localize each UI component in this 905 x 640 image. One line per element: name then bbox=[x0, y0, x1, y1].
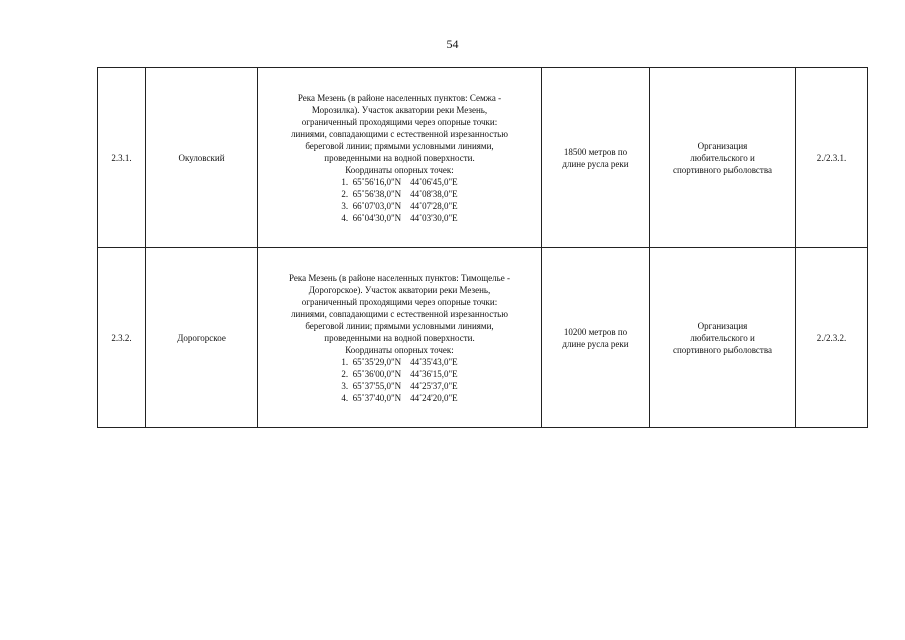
purpose-line: спортивного рыболовства bbox=[673, 164, 772, 175]
area-name: Окуловский bbox=[146, 68, 258, 248]
description-line: Река Мезень (в районе населенных пунктов: Семжа - bbox=[297, 92, 502, 103]
description-line: Дорогорское). Участок акватории реки Мезень, bbox=[308, 284, 491, 295]
area-length bbox=[542, 68, 650, 248]
area-description bbox=[258, 248, 542, 428]
length-line: длине русла реки bbox=[562, 338, 629, 349]
purpose-line: любительского и bbox=[690, 152, 755, 163]
coordinate-point: 4. 66˚04'30,0"N 44˚03'30,0"E bbox=[341, 212, 458, 223]
description-line: ограниченный проходящими через опорные точки: bbox=[301, 116, 498, 127]
length-line: длине русла реки bbox=[562, 158, 629, 169]
coordinate-point: 4. 65˚37'40,0"N 44˚24'20,0"E bbox=[341, 392, 458, 403]
description-line: береговой линии; прямыми условными линиями, bbox=[305, 320, 494, 331]
coordinate-point: 3. 65˚37'55,0"N 44˚25'37,0"E bbox=[341, 380, 458, 391]
area-reference: 2./2.3.2. bbox=[796, 248, 868, 428]
description-line: береговой линии; прямыми условными линиями, bbox=[305, 140, 494, 151]
coordinates-heading: Координаты опорных точек: bbox=[345, 164, 454, 175]
page-number: 54 bbox=[446, 37, 459, 51]
description-line: проведенными на водной поверхности. bbox=[324, 152, 475, 163]
coordinate-point: 2. 65˚36'00,0"N 44˚36'15,0"E bbox=[341, 368, 458, 379]
description-line: Река Мезень (в районе населенных пунктов: Тимощелье - bbox=[288, 272, 510, 283]
description-line: ограниченный проходящими через опорные точки: bbox=[301, 296, 498, 307]
coordinate-point: 3. 66˚07'03,0"N 44˚07'28,0"E bbox=[341, 200, 458, 211]
table-row bbox=[98, 248, 868, 428]
area-purpose bbox=[650, 68, 796, 248]
area-name: Дорогорское bbox=[146, 248, 258, 428]
area-description bbox=[258, 68, 542, 248]
table-row bbox=[98, 68, 868, 248]
coordinates-heading: Координаты опорных точек: bbox=[345, 344, 454, 355]
area-purpose bbox=[650, 248, 796, 428]
fishing-areas-table bbox=[97, 67, 868, 428]
description-line: линиями, совпадающими с естественной изрезанностью bbox=[290, 128, 509, 139]
length-line: 10200 метров по bbox=[563, 326, 628, 337]
description-line: Морозилка). Участок акватории реки Мезень, bbox=[311, 104, 488, 115]
purpose-line: любительского и bbox=[690, 332, 755, 343]
coordinate-point: 1. 65˚35'29,0"N 44˚35'43,0"E bbox=[341, 356, 458, 367]
area-reference: 2./2.3.1. bbox=[796, 68, 868, 248]
coordinate-point: 2. 65˚56'38,0"N 44˚08'38,0"E bbox=[341, 188, 458, 199]
row-number: 2.3.2. bbox=[98, 248, 146, 428]
purpose-line: Организация bbox=[697, 140, 748, 151]
coordinate-point: 1. 65˚56'16,0"N 44˚06'45,0"E bbox=[341, 176, 458, 187]
length-line: 18500 метров по bbox=[563, 146, 628, 157]
area-length bbox=[542, 248, 650, 428]
purpose-line: спортивного рыболовства bbox=[673, 344, 772, 355]
description-line: проведенными на водной поверхности. bbox=[324, 332, 475, 343]
row-number: 2.3.1. bbox=[98, 68, 146, 248]
description-line: линиями, совпадающими с естественной изрезанностью bbox=[290, 308, 509, 319]
purpose-line: Организация bbox=[697, 320, 748, 331]
